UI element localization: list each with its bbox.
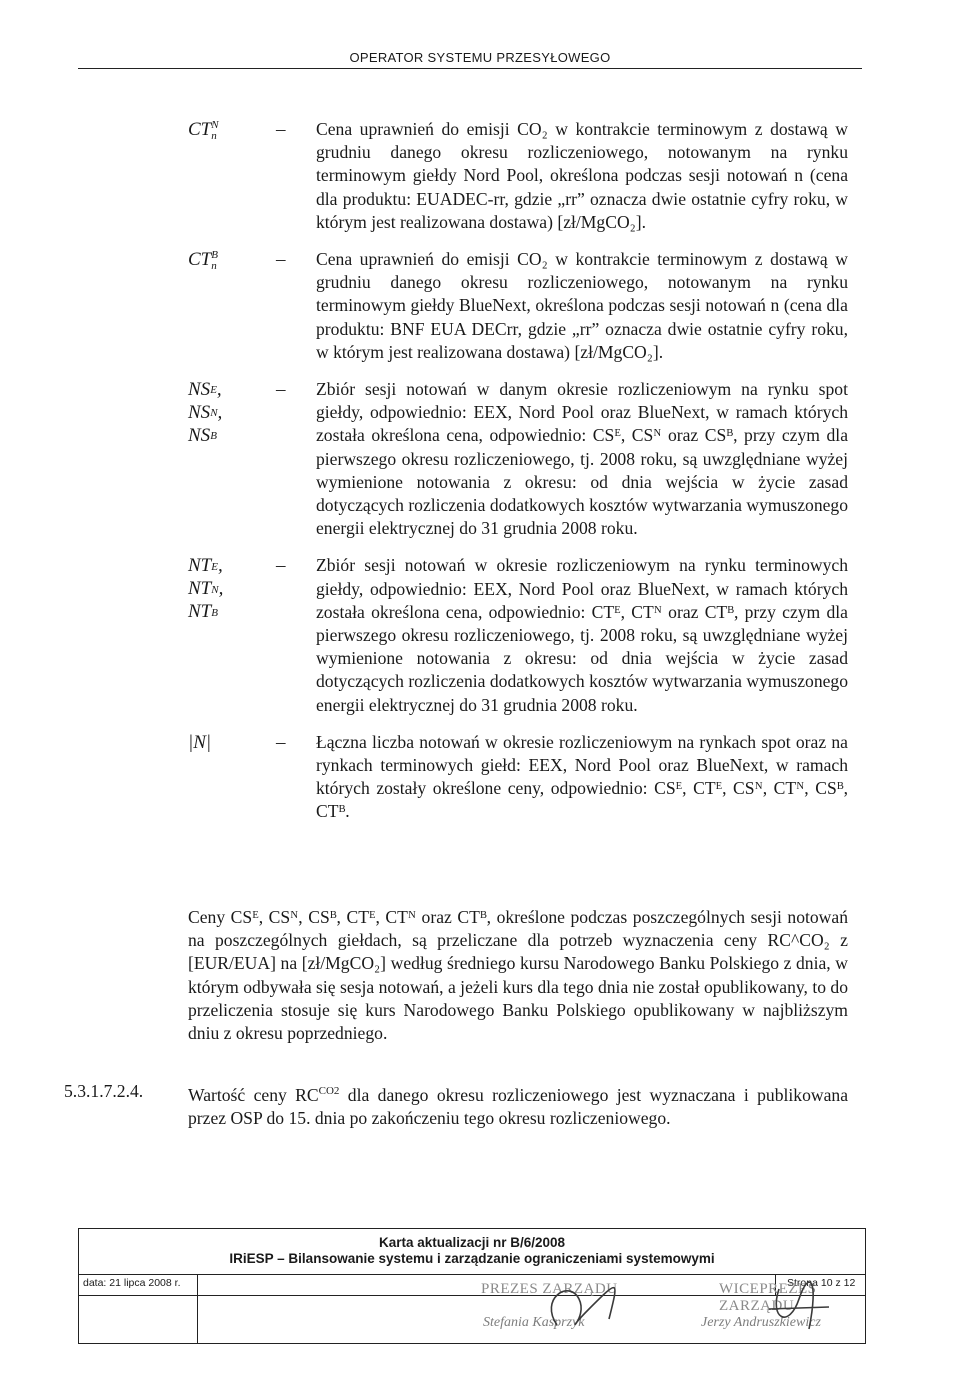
definition-dash: – (276, 249, 286, 271)
term-symbol: NS B (188, 425, 217, 447)
definition-row (188, 118, 848, 234)
definition-term (188, 378, 258, 447)
definition-dash: – (276, 555, 286, 577)
definition-text: Zbiór sesji notowań w okresie rozliczeniowym na rynku terminowych giełdy, odpowiednio: EEX, Nord Pool oraz BlueNext, w ramach których została określona cena, odpowiednio: CTᴱ, CTᴺ oraz CTᴮ, przy czym dla pierwszego okresu rozliczeniowego, tj. 2008 roku, są uwzględniane wyżej wymienione notowania z okresu: od dnia wejścia w życie zasad dotyczących rozliczenia dodatkowych kosztów wytwarzania wymuszonego energii elektrycznej do 31 grudnia 2008 roku. (316, 555, 849, 715)
header-rule (78, 68, 862, 69)
conversion-paragraph: Ceny CSᴱ, CSᴺ, CSᴮ, CTᴱ, CTᴺ oraz CTᴮ, określone podczas poszczególnych sesji notowań na poszczególnych giełdach, są przeliczane dla potrzeb wyznaczenia ceny RC^CO₂ z [EUR/EUA] na [zł/MgCO₂] według średniego kursu Narodowego Banku Polskiego z dnia, w którym odbywała się sesja notowań, a jeżeli kurs dla tego dnia nie został opublikowany, to do przeliczenia stosuje się kurs Narodowego Banku Polskiego opublikowany w najbliższym dniu z okresu poprzedniego. (188, 907, 848, 1044)
definition-row (188, 378, 848, 540)
footer-divider (197, 1274, 198, 1344)
section-number: 5.3.1.7.2.4. (64, 1081, 144, 1101)
definition-term (188, 731, 258, 754)
definition-list (188, 118, 848, 838)
term-symbol: CT N n (188, 118, 219, 142)
section-text-sup: CO2 (318, 1085, 340, 1097)
running-header: OPERATOR SYSTEMU PRZESYŁOWEGO (349, 50, 611, 65)
definition-text: Łączna liczba notowań w okresie rozliczeniowym na rynkach spot oraz na rynkach terminowych giełd: EEX, Nord Pool oraz BlueNext, w ramach których zostały określone ceny, odpowiednio: CSᴱ, CTᴱ, CSᴺ, CTᴺ, CSᴮ, CTᴮ. (316, 731, 848, 822)
footer-title: Karta aktualizacji nr B/6/2008 (378, 1235, 566, 1250)
footer-page-number: Strona 10 z 12 (787, 1277, 856, 1289)
definition-dash: – (276, 731, 286, 753)
section-text (188, 1080, 848, 1130)
definition-dash: – (276, 119, 286, 140)
section-text-before: Wartość ceny RC (188, 1084, 319, 1105)
term-symbol: NT N , (188, 578, 224, 600)
definition-row (188, 731, 848, 824)
term-symbol: NT B (188, 601, 218, 623)
stamp-president: PREZES ZARZĄDU (481, 1281, 618, 1297)
definition-row (188, 554, 848, 716)
handwritten-signatures (479, 1269, 859, 1345)
definition-row (188, 248, 848, 364)
section-text-after: dla danego okresu rozliczeniowego jest wyznaczana i publikowana przez OSP do 15. dnia po zakończeniu tego okresu rozliczeniowego. (188, 1084, 848, 1129)
term-symbol: NT E , (188, 555, 223, 577)
term-symbol: NS E , (188, 379, 222, 401)
footer-subtitle: IRiESP – Bilansowanie systemu i zarządzanie ograniczeniami systemowymi (229, 1251, 715, 1266)
term-symbol: CT B n (188, 248, 218, 272)
definition-dash: – (276, 379, 286, 401)
stamp-president-name: Stefania Kasprzyk (483, 1315, 585, 1330)
term-symbol: NS N , (188, 402, 223, 424)
definition-text: Cena uprawnień do emisji CO₂ w kontrakcie terminowym z dostawą w grudniu danego okresu rozliczeniowego, notowanym na rynku terminowym giełdy BlueNext, określona podczas sesji notowań n (cena dla produktu: BNF EUA DECrr, gdzie „rr” oznacza dwie ostatnie cyfry roku, w którym jest realizowana dostawa) [zł/MgCO₂]. (316, 249, 848, 362)
term-symbol: |N| (188, 731, 212, 753)
stamp-vice-president: WICEPREZES ZARZĄDU (719, 1281, 817, 1314)
definition-term (188, 118, 258, 142)
footer-date: data: 21 lipca 2008 r. (83, 1277, 181, 1289)
definition-term (188, 248, 258, 272)
definition-text: Cena uprawnień do emisji CO₂ w kontrakcie terminowym z dostawą w grudniu danego okresu rozliczeniowego, notowanym na rynku terminowym giełdy Nord Pool, określona podczas sesji notowań n (cena dla produktu: EUADEC-rr, gdzie „rr” oznacza dwie ostatnie cyfry roku, w którym jest realizowana dostawa) [zł/MgCO₂]. (316, 119, 848, 232)
footer-table (78, 1228, 866, 1344)
definition-text: Zbiór sesji notowań w danym okresie rozliczeniowym na rynku spot giełdy, odpowiednio: EEX, Nord Pool oraz BlueNext, w ramach których została określona cena, odpowiednio: CSᴱ, CSᴺ oraz CSᴮ, przy czym dla pierwszego okresu rozliczeniowego, tj. 2008 roku, są uwzględniane wyżej wymienione notowania z okresu: od dnia wejścia w życie zasad dotyczących rozliczenia dodatkowych kosztów wytwarzania wymuszonego energii elektrycznej do 31 grudnia 2008 roku. (316, 379, 849, 539)
definition-term (188, 554, 258, 623)
stamp-vice-president-name: Jerzy Andruszkiewicz (701, 1315, 821, 1330)
